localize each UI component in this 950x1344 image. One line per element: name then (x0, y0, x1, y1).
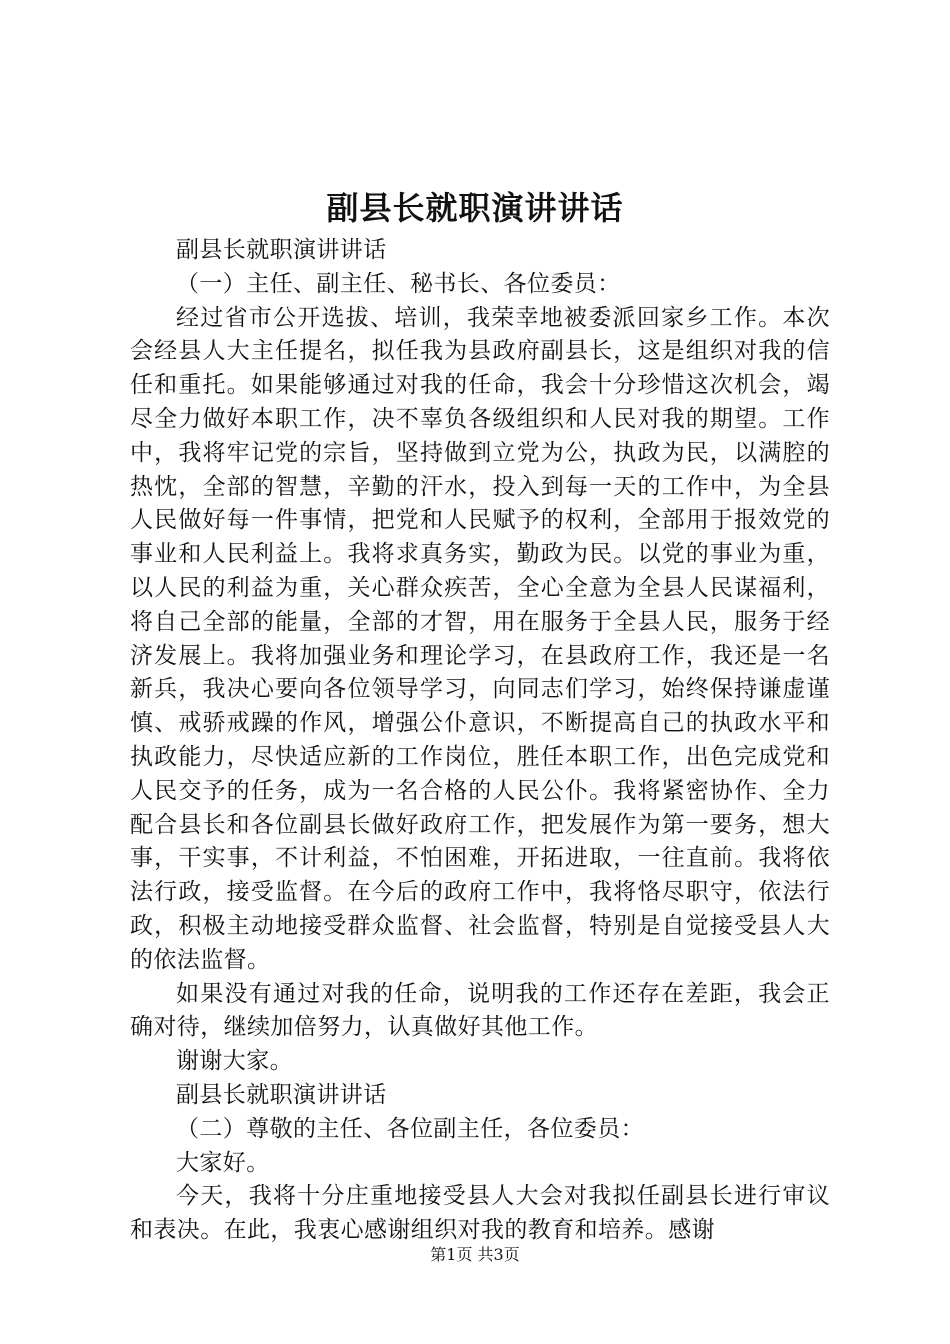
paragraph-heading-1: 副县长就职演讲讲话 (176, 237, 387, 263)
paragraph-salutation-2: （二）尊敬的主任、各位副主任，各位委员： (176, 1115, 644, 1142)
document-title: 副县长就职演讲讲话 (326, 189, 624, 227)
paragraph-greeting: 大家好。 (176, 1149, 270, 1176)
page-footer: 第1页 共3页 (430, 1245, 520, 1264)
paragraph-main-2: 如果没有通过对我的任命，说明我的工作还存在差距，我会正确对待，继续加倍努力，认真做好其他工作。 (130, 980, 830, 1041)
paragraph-main-3: 今天，我将十分庄重地接受县人大会对我拟任副县长进行审议和表决。在此，我衷心感谢组织对我的教育和培养。感谢 (130, 1183, 830, 1244)
paragraph-main-1: 经过省市公开选拔、培训，我荣幸地被委派回家乡工作。本次会经县人大主任提名，拟任我为县政府副县长，这是组织对我的信任和重托。如果能够通过对我的任命，我会十分珍惜这次机会，竭尽全力做好本职工作，决不辜负各级组织和人民对我的期望。工作中，我将牢记党的宗旨，坚持做到立党为公，执政为民，以满腔的热忱，全部的智慧，辛勤的汗水，投入到每一天的工作中，为全县人民做好每一件事情，把党和人民赋予的权利，全部用于报效党的事业和人民利益上。我将求真务实，勤政为民。以党的事业为重，以人民的利益为重，关心群众疾苦，全心全意为全县人民谋福利，将自己全部的能量，全部的才智，用在服务于全县人民，服务于经济发展上。我将加强业务和理论学习，在县政府工作，我还是一名新兵，我决心要向各位领导学习，向同志们学习，始终保持谦虚谨慎、戒骄戒躁的作风，增强公仆意识，不断提高自己的执政水平和执政能力，尽快适应新的工作岗位，胜任本职工作，出色完成党和人民交予的任务，成为一名合格的人民公仆。我将紧密协作、全力配合县长和各位副县长做好政府工作，把发展作为第一要务，想大事，干实事，不计利益，不怕困难，开拓进取，一往直前。我将依法行政，接受监督。在今后的政府工作中，我将恪尽职守，依法行政，积极主动地接受群众监督、社会监督，特别是自觉接受县人大的依法监督。 (130, 304, 830, 973)
document-body (130, 234, 830, 1248)
paragraph-thanks: 谢谢大家。 (176, 1048, 293, 1075)
paragraph-salutation-1: （一）主任、副主任、秘书长、各位委员： (176, 270, 621, 297)
paragraph-heading-2: 副县长就职演讲讲话 (176, 1081, 387, 1108)
